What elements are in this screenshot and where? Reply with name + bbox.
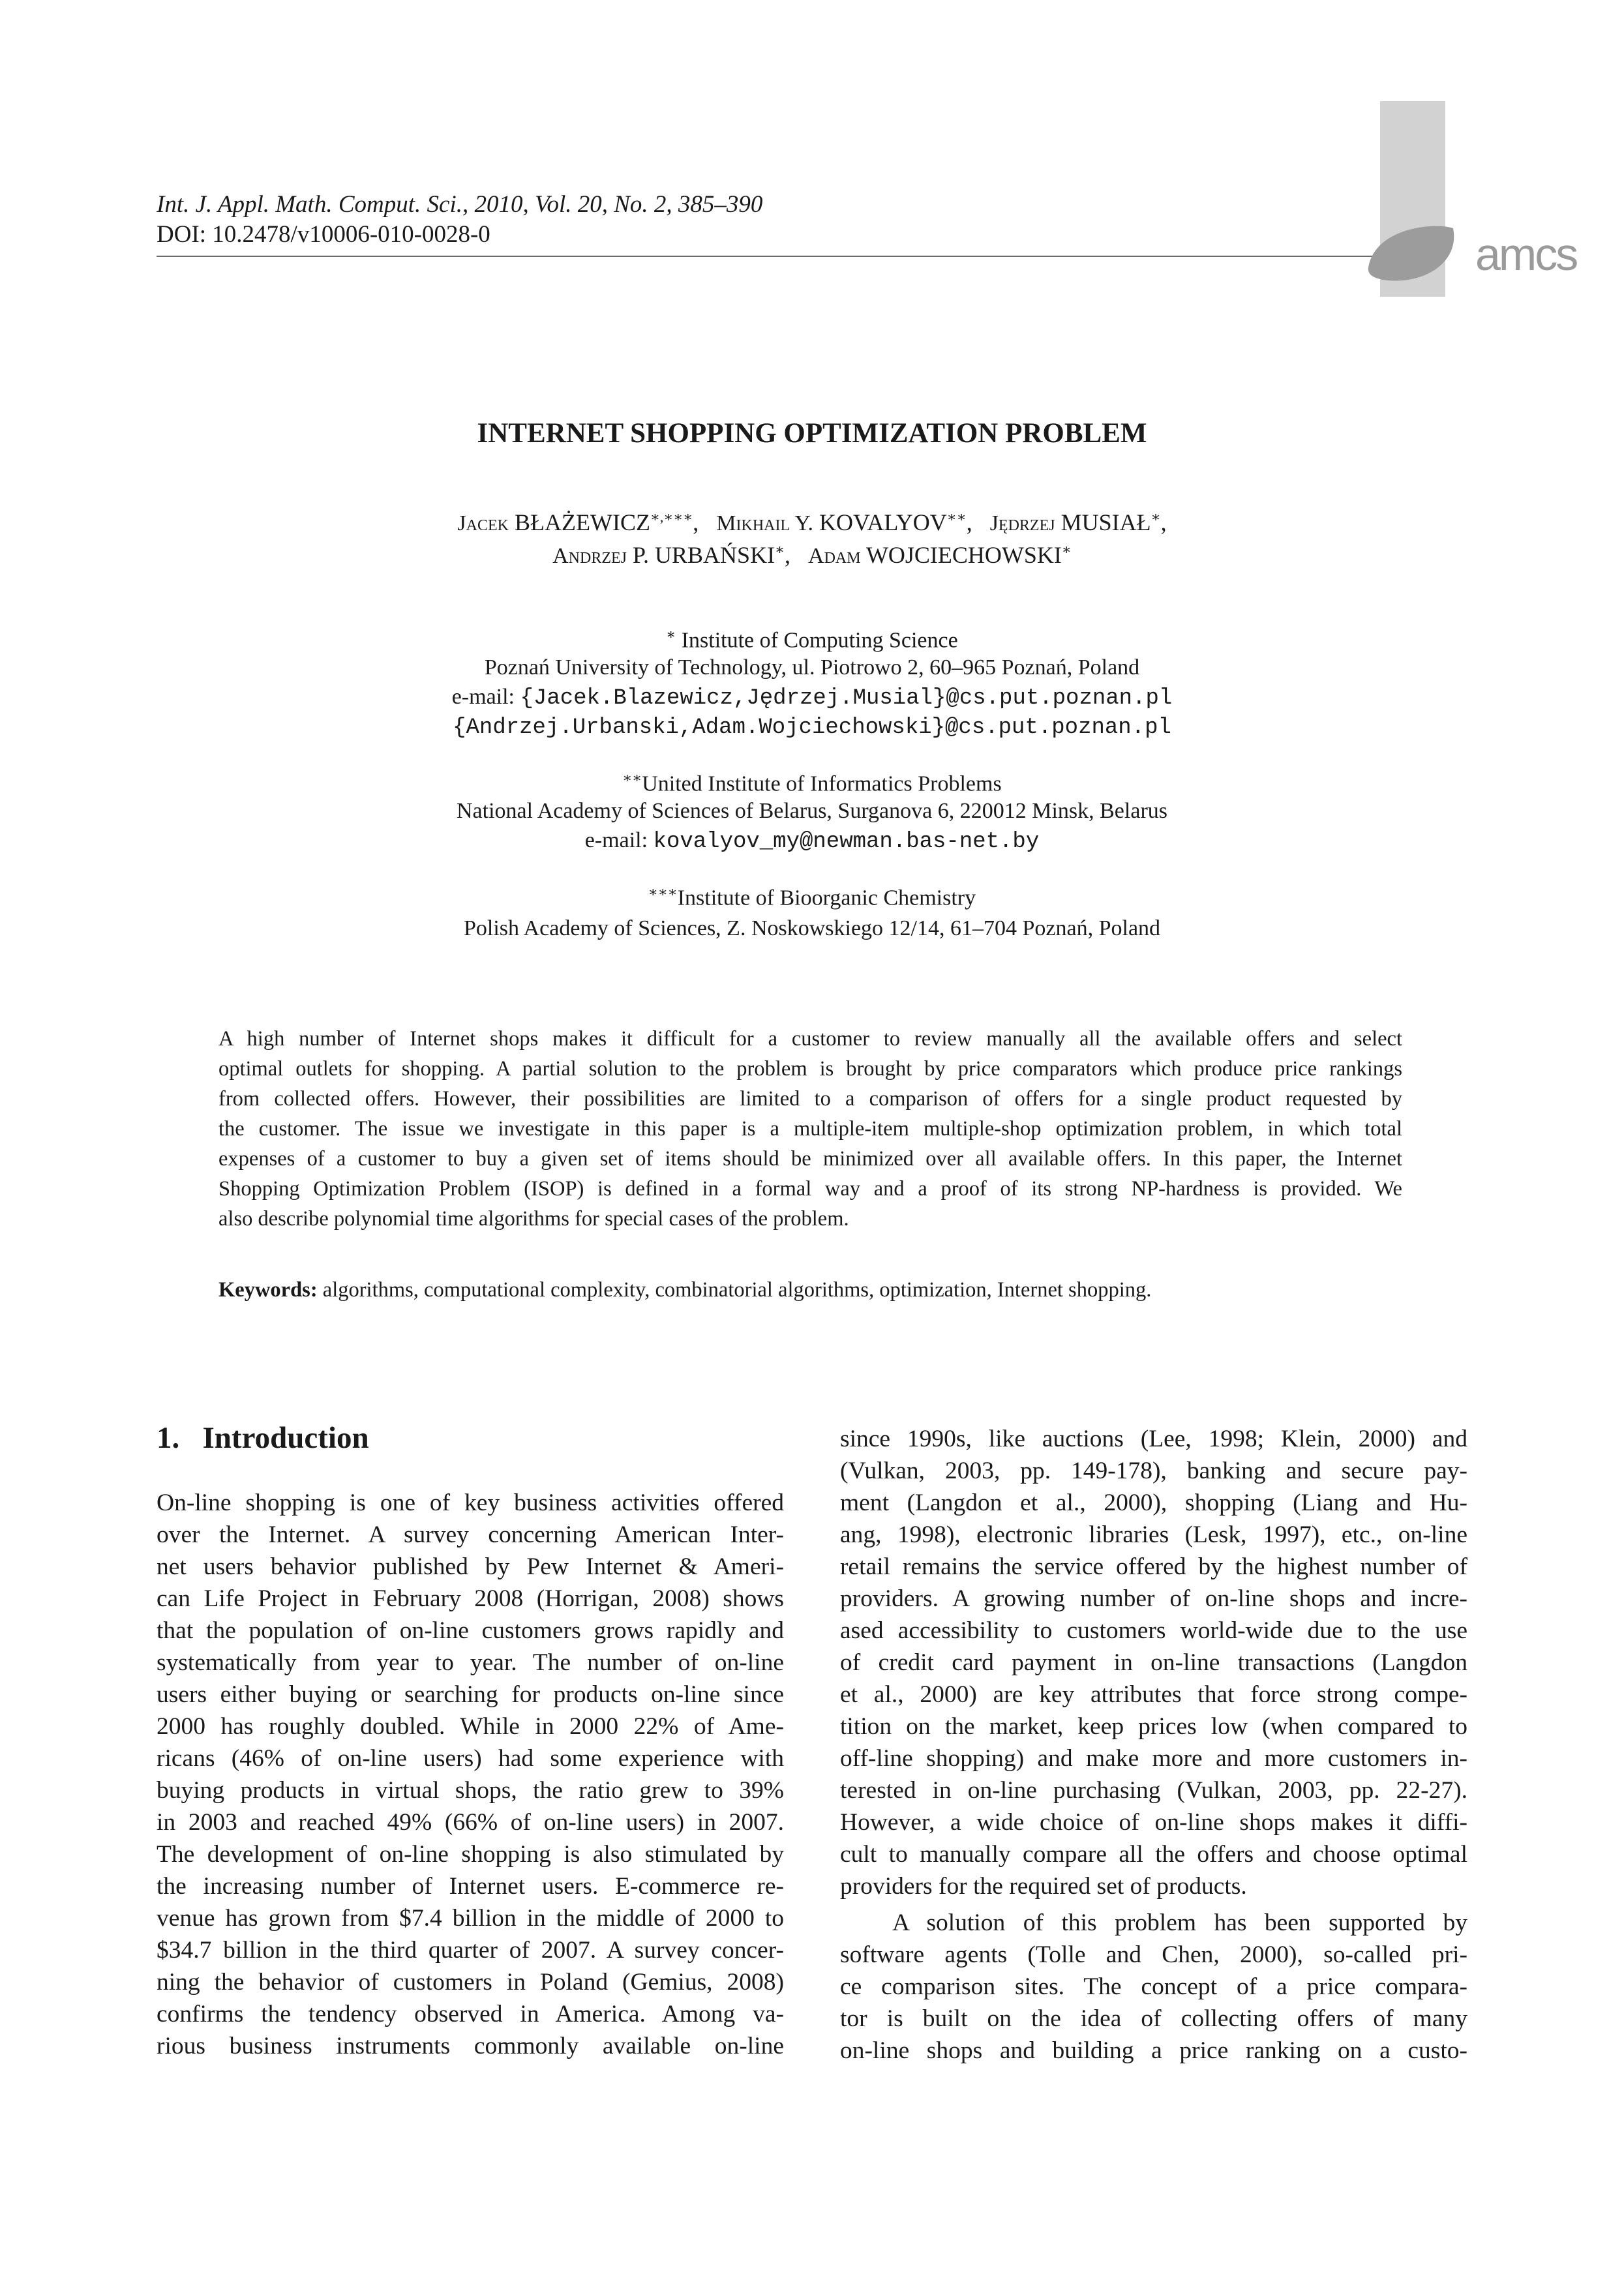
affiliation-address: Polish Academy of Sciences, Z. Noskowskiego 12/14, 61–704 Poznań, Poland [463, 916, 1161, 940]
body-line: On-line shopping is one of key business activities offered [157, 1489, 784, 1516]
body-line: et al., 2000) are key attributes that force strong compe- [840, 1681, 1467, 1708]
body-line: However, a wide choice of on-line shops makes it diffi- [840, 1809, 1467, 1836]
body-line: The development of on-line shopping is also stimulated by [157, 1841, 784, 1868]
body-line: terested in on-line purchasing (Vulkan, 2003, pp. 22-27). [840, 1777, 1467, 1804]
affiliation-address: National Academy of Sciences of Belarus, Surganova 6, 220012 Minsk, Belarus [457, 799, 1167, 823]
body-line: A solution of this problem has been supported by [892, 1909, 1467, 1936]
author: Jędrzej MUSIAŁ∗ [989, 509, 1161, 535]
author: Mikhail Y. KOVALYOV∗∗ [716, 509, 967, 535]
body-line: software agents (Tolle and Chen, 2000), so-called pri- [840, 1941, 1467, 1968]
author: Jacek BŁAŻEWICZ∗,∗∗∗ [457, 509, 693, 535]
abstract-line: the customer. The issue we investigate in this paper is a multiple-item multiple-shop optimization problem, in which total [218, 1117, 1402, 1141]
body-line: cult to manually compare all the offers and choose optimal [840, 1841, 1467, 1868]
affiliation-address: Poznań University of Technology, ul. Piotrowo 2, 60–965 Poznań, Poland [484, 655, 1140, 680]
body-line: rious business instruments commonly available on-line [157, 2033, 784, 2059]
abstract-line: expenses of a customer to buy a given set of items should be minimized over all available offers. In this paper, the Internet [218, 1147, 1402, 1171]
body-line: that the population of on-line customers grows rapidly and [157, 1617, 784, 1644]
author-list-line-2: Andrzej P. URBAŃSKI∗, Adam WOJCIECHOWSKI∗ [552, 541, 1072, 568]
body-line: of credit card payment in on-line transactions (Langdon [840, 1649, 1467, 1676]
body-line: systematically from year to year. The number of on-line [157, 1649, 784, 1676]
body-line: net users behavior published by Pew Internet & Ameri- [157, 1553, 784, 1580]
body-line: since 1990s, like auctions (Lee, 1998; Klein, 2000) and [840, 1426, 1467, 1452]
body-line: ce comparison sites. The concept of a price compara- [840, 1973, 1467, 2000]
abstract-line: Shopping Optimization Problem (ISOP) is defined in a formal way and a proof of its strong NP-hardness is provided. We [218, 1177, 1402, 1201]
body-left-column [157, 1487, 784, 2062]
body-line: ment (Langdon et al., 2000), shopping (Liang and Hu- [840, 1489, 1467, 1516]
doi: DOI: 10.2478/v10006-010-0028-0 [157, 221, 490, 248]
body-line: in 2003 and reached 49% (66% of on-line users) in 2007. [157, 1809, 784, 1836]
body-line: off-line shopping) and make more and more customers in- [840, 1745, 1467, 1772]
body-line: providers. A growing number of on-line shops and incre- [840, 1585, 1467, 1612]
body-line: retail remains the service offered by the highest number of [840, 1553, 1467, 1580]
body-line: $34.7 billion in the third quarter of 2007. A survey concer- [157, 1937, 784, 1964]
body-line: on-line shops and building a price ranking on a custo- [840, 2037, 1467, 2064]
abstract-line: from collected offers. However, their possibilities are limited to a comparison of offers for a single product requested by [218, 1087, 1402, 1111]
abstract-line: optimal outlets for shopping. A partial solution to the problem is brought by price comparators which produce price rankings [218, 1057, 1402, 1081]
abstract [218, 1024, 1402, 1234]
section-heading: 1. Introduction [157, 1421, 369, 1455]
affiliation-name: ∗∗∗Institute of Bioorganic Chemistry [648, 884, 976, 910]
body-line: 2000 has roughly doubled. While in 2000 22% of Ame- [157, 1713, 784, 1740]
paper-title: INTERNET SHOPPING OPTIMIZATION PROBLEM [477, 418, 1147, 449]
affiliation-email: e-mail: {Jacek.Blazewicz,Jędrzej.Musial}@cs.put.poznan.pl [451, 685, 1173, 711]
affiliation-name: ∗∗United Institute of Informatics Problems [622, 770, 1002, 796]
keywords-label: Keywords: [218, 1278, 318, 1302]
journal-logo-text: amcs [1475, 229, 1577, 280]
body-line: the increasing number of Internet users. E-commerce re- [157, 1873, 784, 1900]
body-line: tor is built on the idea of collecting offers of many [840, 2005, 1467, 2032]
affiliation-email: e-mail: kovalyov_my@newman.bas-net.by [584, 828, 1040, 854]
affiliation-name: ∗ Institute of Computing Science [666, 626, 958, 653]
abstract-line: also describe polynomial time algorithms for special cases of the problem. [218, 1207, 849, 1231]
author: Andrzej P. URBAŃSKI∗ [552, 541, 785, 568]
header-rule [157, 256, 1389, 257]
journal-citation: Int. J. Appl. Math. Comput. Sci., 2010, Vol. 20, No. 2, 385–390 [157, 191, 763, 218]
affiliation-email: {Andrzej.Urbanski,Adam.Wojciechowski}@cs.put.poznan.pl [453, 715, 1171, 740]
keywords-text: algorithms, computational complexity, combinatorial algorithms, optimization, Internet shopping. [317, 1278, 1152, 1302]
journal-logo-leaf-icon [1362, 202, 1486, 287]
keywords [218, 1278, 1151, 1302]
abstract-line: A high number of Internet shops makes it difficult for a customer to review manually all the available offers and select [218, 1027, 1402, 1051]
body-line: tition on the market, keep prices low (when compared to [840, 1713, 1467, 1740]
author: Adam WOJCIECHOWSKI∗ [808, 541, 1072, 568]
body-line: ning the behavior of customers in Poland (Gemius, 2008) [157, 1969, 784, 1996]
author-list-line-1: Jacek BŁAŻEWICZ∗,∗∗∗, Mikhail Y. KOVALYOV∗∗, Jędrzej MUSIAŁ∗, [457, 509, 1167, 535]
body-line: buying products in virtual shops, the ratio grew to 39% [157, 1777, 784, 1804]
body-line: users either buying or searching for products on-line since [157, 1681, 784, 1708]
body-right-column [840, 1423, 1467, 2067]
body-line: providers for the required set of products. [840, 1873, 1247, 1900]
body-line: ang, 1998), electronic libraries (Lesk, 1997), etc., on-line [840, 1521, 1467, 1548]
body-line: venue has grown from $7.4 billion in the middle of 2000 to [157, 1905, 784, 1932]
body-line: over the Internet. A survey concerning American Inter- [157, 1521, 784, 1548]
body-line: can Life Project in February 2008 (Horrigan, 2008) shows [157, 1585, 784, 1612]
body-line: ricans (46% of on-line users) had some experience with [157, 1745, 784, 1772]
body-line: (Vulkan, 2003, pp. 149-178), banking and secure pay- [840, 1458, 1467, 1484]
body-line: ased accessibility to customers world-wide due to the use [840, 1617, 1467, 1644]
body-line: confirms the tendency observed in America. Among va- [157, 2001, 784, 2027]
